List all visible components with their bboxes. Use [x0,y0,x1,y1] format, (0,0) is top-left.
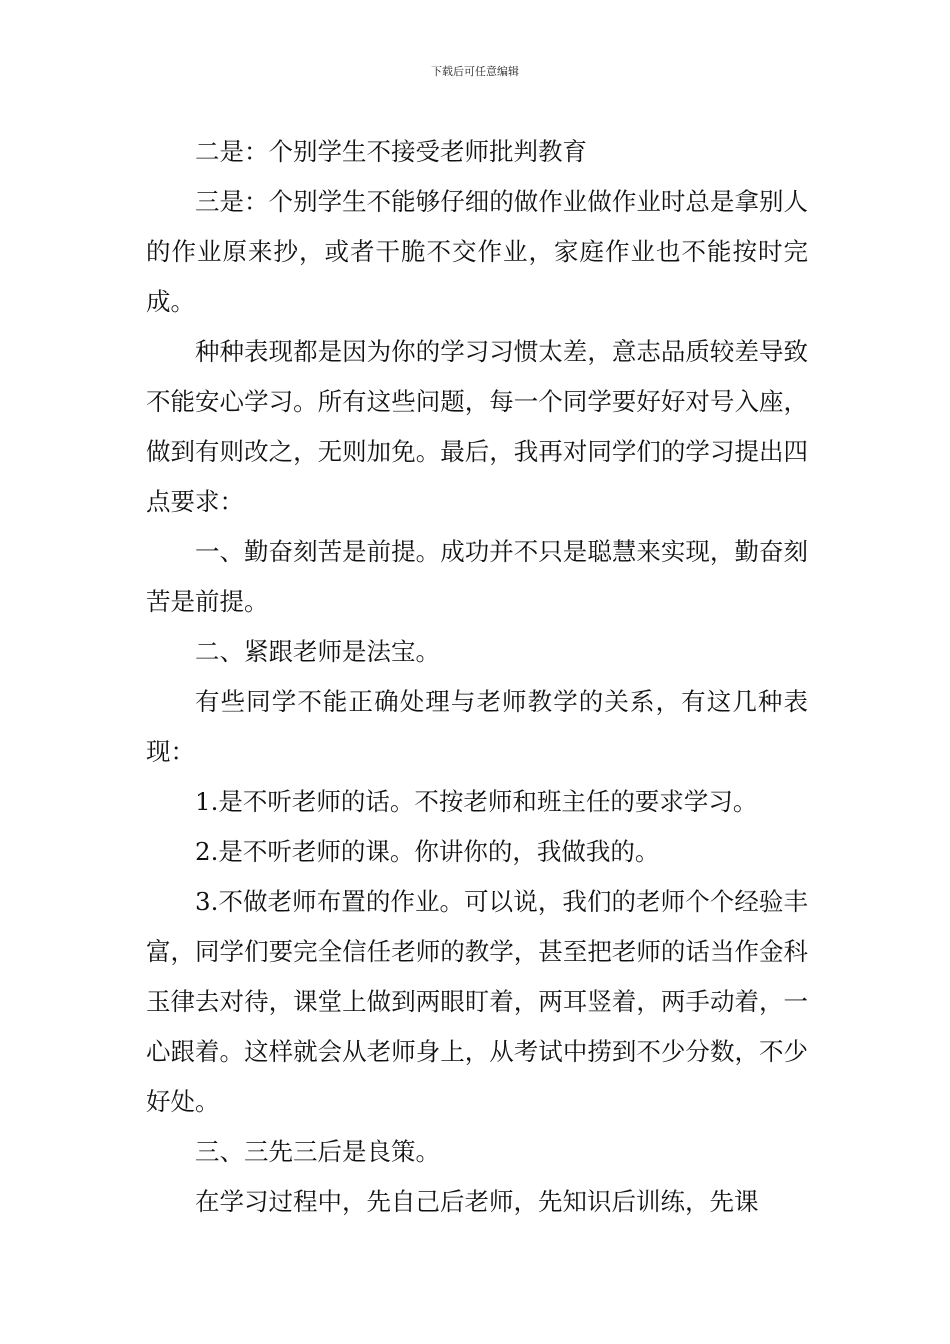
list-item: 3.不做老师布置的作业。可以说，我们的老师个个经验丰富，同学们要完全信任老师的教学，甚至把老师的话当作金科玉律去对待，课堂上做到两眼盯着，两耳竖着，两手动着，一心跟着。这样就会从老师身上，从考试中捞到不少分数，不少好处。 [146,887,808,1116]
paragraph: 在学习过程中，先自己后老师，先知识后训练，先课 [195,1187,759,1216]
paragraph: 有些同学不能正确处理与老师教学的关系，有这几种表现： [146,687,808,766]
paragraph: 三、三先三后是良策。 [195,1137,440,1166]
list-item: 2.是不听老师的课。你讲你的，我做我的。 [195,837,660,866]
paragraph: 二是：个别学生不接受老师批判教育 [195,137,587,166]
paragraph: 一、勤奋刻苦是前提。成功并不只是聪慧来实现，勤奋刻苦是前提。 [146,537,808,616]
paragraph: 三是：个别学生不能够仔细的做作业做作业时总是拿别人的作业原来抄，或者干脆不交作业，家庭作业也不能按时完成。 [146,187,808,316]
page-header: 下载后可任意编辑 [431,65,519,78]
paragraph: 二、紧跟老师是法宝。 [195,637,440,666]
document-body [146,127,808,1227]
list-item: 1.是不听老师的话。不按老师和班主任的要求学习。 [195,787,758,816]
paragraph: 种种表现都是因为你的学习习惯太差，意志品质较差导致不能安心学习。所有这些问题，每一个同学要好好对号入座，做到有则改之，无则加免。最后，我再对同学们的学习提出四点要求： [146,337,808,516]
